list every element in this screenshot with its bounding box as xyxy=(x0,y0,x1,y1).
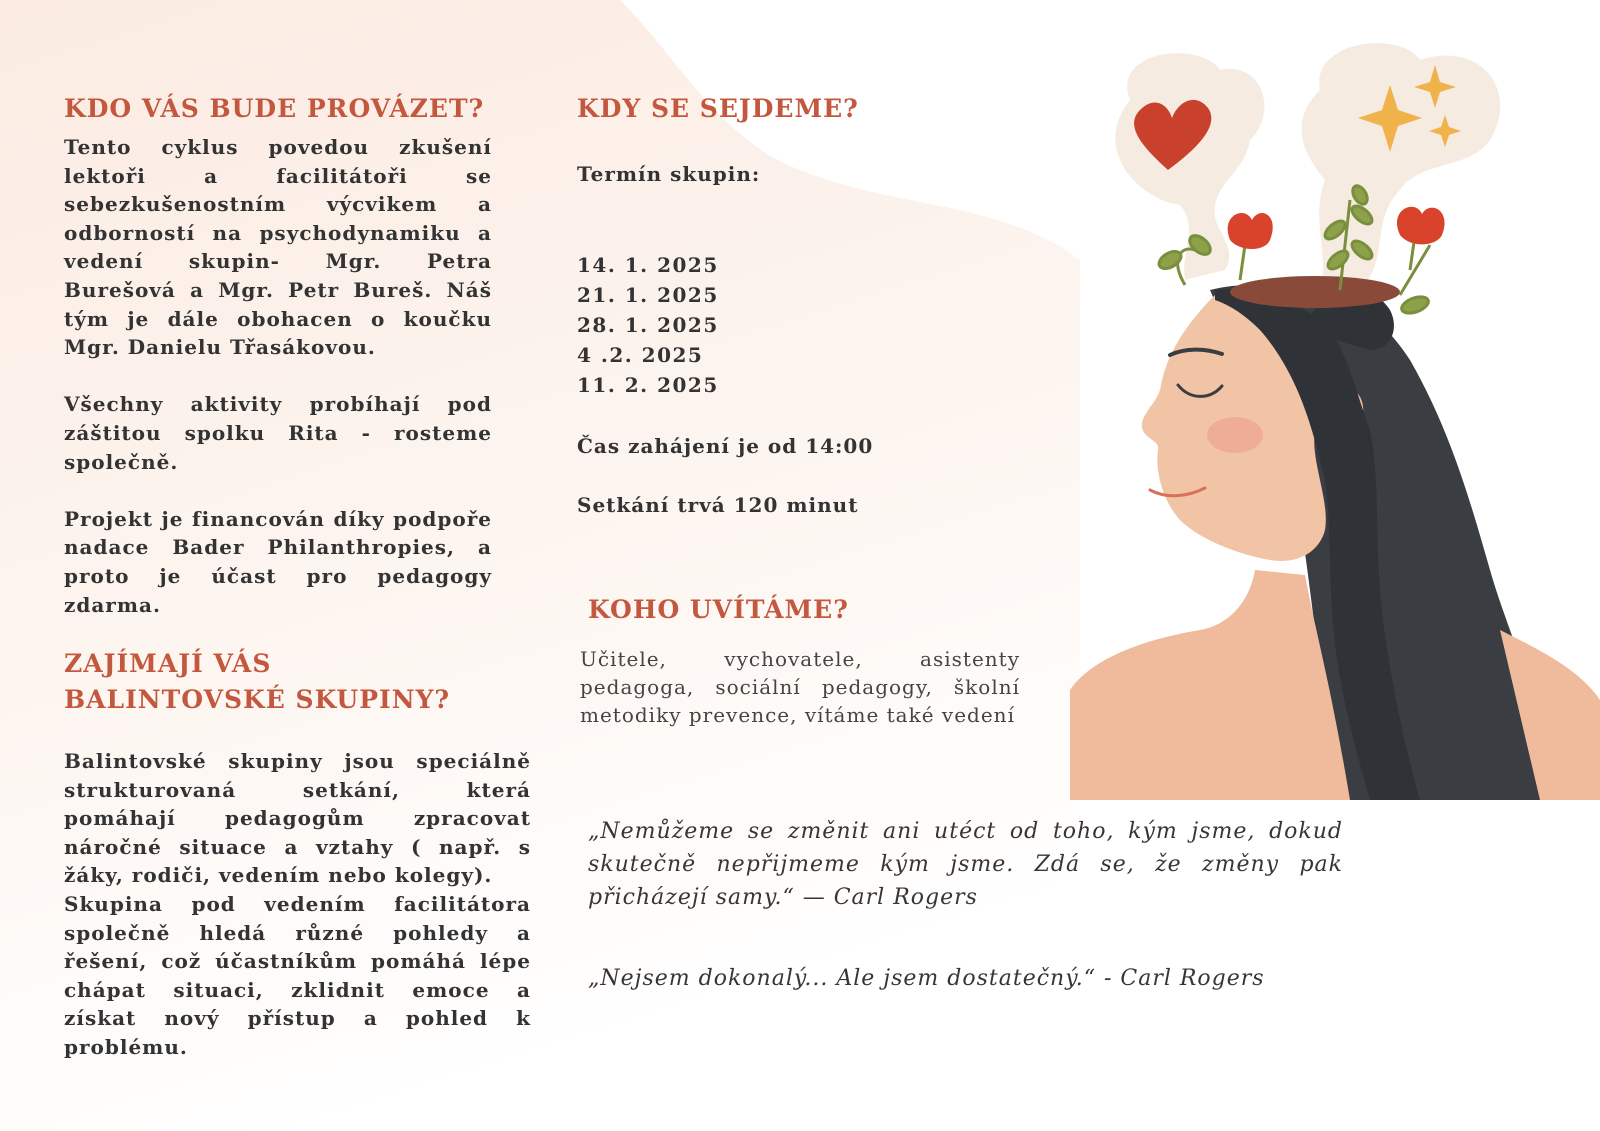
guides-paragraph-funding: Projekt je financován díky podpoře nadace Bader Philanthropies, a proto je účast pro pedagogy zdarma. xyxy=(64,506,492,617)
duration: Setkání trvá 120 minut xyxy=(577,493,859,517)
date-item: 4 .2. 2025 xyxy=(577,343,704,367)
guides-paragraph-association: Všechny aktivity probíhají pod záštitou spolku Rita - rosteme společně. xyxy=(64,392,492,474)
welcome-text: Učitele, vychovatele, asistenty pedagoga, sociální pedagogy, školní metodiky prevence, vítáme také vedení xyxy=(580,647,1020,727)
woman-profile-icon xyxy=(1070,30,1600,800)
balint-paragraph-definition: Balintovské skupiny jsou speciálně strukturovaná setkání, která pomáhají pedagogům zpracovat náročné situace a vztahy ( např. s žáky, rodiči, vedením nebo kolegy). xyxy=(64,749,531,888)
date-item: 14. 1. 2025 xyxy=(577,253,719,277)
balint-heading-line2: BALINTOVSKÉ SKUPINY? xyxy=(64,685,451,714)
balint-heading xyxy=(64,646,524,718)
balint-paragraph-facilitator: Skupina pod vedením facilitátora společně hledá různé pohledy a řešení, což účastníkům pomáhá lépe chápat situaci, zklidnit emoce a získat nový přístup a pohled k problému. xyxy=(64,891,531,1059)
date-list xyxy=(577,250,719,400)
date-item: 11. 2. 2025 xyxy=(577,373,719,397)
balint-heading-line1: ZAJÍMAJÍ VÁS xyxy=(64,649,272,678)
welcome-heading: KOHO UVÍTÁME? xyxy=(588,595,849,624)
quote-rogers-enough: „Nejsem dokonalý... Ale jsem dostatečný.“ - Carl Rogers xyxy=(588,966,1265,991)
shoulder-shape xyxy=(1070,570,1350,800)
guides-heading: KDO VÁS BUDE PROVÁZET? xyxy=(64,94,485,123)
guides-paragraph-team: Tento cyklus povedou zkušení lektoři a facilitátoři se sebezkušenostním výcvikem a odborností na psychodynamiku a vedení skupin- Mgr. Petra Burešová a Mgr. Petr Bureš. Náš tým je dále obohacen o koučku Mgr. Danielu Třasákovou. xyxy=(64,135,492,360)
quote-rogers-change: „Nemůžeme se změnit ani utéct od toho, kým jsme, dokud skutečně nepřijmeme kým jsme. Zdá se, že změny pak přicházejí samy.“ — Carl Rogers xyxy=(588,819,1343,910)
date-item: 28. 1. 2025 xyxy=(577,313,719,337)
start-time: Čas zahájení je od 14:00 xyxy=(577,434,874,458)
date-item: 21. 1. 2025 xyxy=(577,283,719,307)
guides-text-block xyxy=(64,133,492,619)
balint-text-block xyxy=(64,747,531,1062)
term-label: Termín skupin: xyxy=(577,162,761,186)
when-heading: KDY SE SEJDEME? xyxy=(577,94,859,123)
